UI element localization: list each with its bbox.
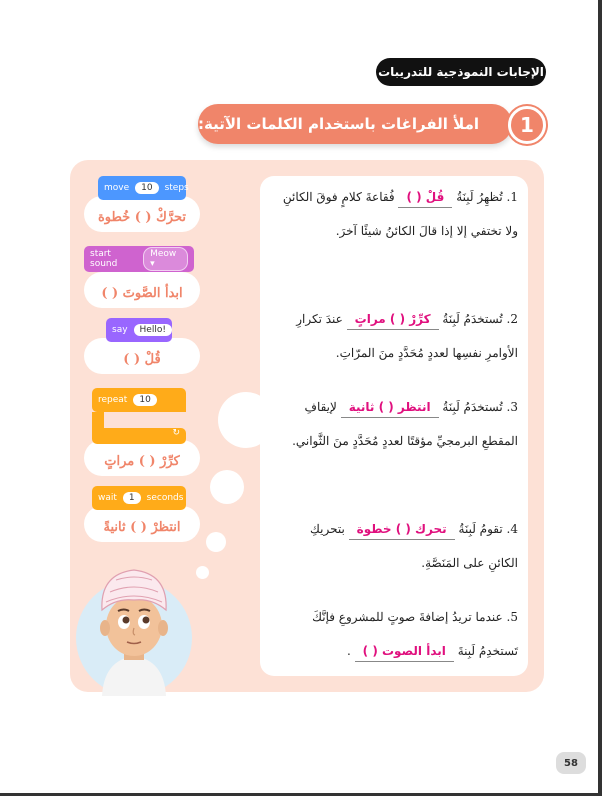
- repeat-label: كرِّرْ ( ) مراتٍ: [104, 454, 180, 469]
- say-value: Hello!: [134, 324, 172, 336]
- question-text: لإيقافِ المقطعِ البرمجيِّ مؤقتًا لعددٍ مُحَدَّدٍ منَ الثَّواني.: [292, 400, 518, 448]
- question-text: .: [347, 644, 351, 658]
- say-code: say: [112, 325, 128, 335]
- question-number: 3.: [506, 400, 518, 414]
- boy-avatar-illustration: [72, 548, 196, 696]
- question-text: عندما تريدُ إضافةَ صوتٍ للمشروعِ فإنَّكَ تَستخدِمُ لَبِنةَ: [312, 610, 518, 658]
- sound-value: Meow: [150, 249, 177, 259]
- question-text: بتحريكِ الكائنِ على المَنَصَّةِ.: [310, 522, 518, 570]
- wait-code: wait: [98, 493, 117, 503]
- sound-label: ابدأ الصَّوتَ ( ): [101, 286, 183, 301]
- question-number: 2.: [506, 312, 518, 326]
- question-4: [278, 512, 518, 580]
- thought-bubble-small: [206, 532, 226, 552]
- thought-bubble-medium: [210, 470, 244, 504]
- sound-code: start sound: [90, 249, 118, 269]
- answer-blank: ابدأ الصوت ( ): [355, 641, 454, 662]
- answer-blank: كرِّرْ ( ) مراتٍ: [347, 309, 439, 330]
- question-number: 1.: [506, 190, 518, 204]
- question-number: 4.: [506, 522, 518, 536]
- question-text: تُظهِرُ لَبِنَةُ: [456, 190, 503, 204]
- question-5: [278, 600, 518, 668]
- exercise-number: 1: [508, 106, 546, 144]
- move-label: تحرَّكْ ( ) خُطوة: [97, 210, 186, 225]
- repeat-block: [92, 388, 186, 448]
- move-value: 10: [135, 182, 158, 194]
- sound-block: [84, 246, 194, 272]
- question-number: 5.: [506, 610, 518, 624]
- question-text: عندَ تكرارِ الأوامرِ نفسِها لعددٍ مُحَدَّدٍ منَ المرّاتِ.: [296, 312, 518, 360]
- repeat-bottom: ↻: [92, 428, 186, 444]
- repeat-value: 10: [133, 394, 156, 406]
- thought-bubble-tiny: [196, 566, 209, 579]
- exercise-title: املأ الفراغات باستخدام الكلمات الآتية:: [198, 104, 512, 144]
- repeat-code: repeat: [98, 395, 128, 405]
- question-text: فُقاعةَ كلامٍ فوقَ الكائنِ ولا تختفي إلا إذا قالَ الكائنُ شيئًا آخرَ.: [282, 190, 518, 238]
- answer-blank: انتظر ( ) ثانية: [341, 397, 439, 418]
- move-code: move: [104, 183, 130, 193]
- wait-block: [92, 486, 186, 510]
- wait-suffix: seconds: [146, 493, 184, 503]
- answer-blank: تحرك ( ) خطوة: [349, 519, 455, 540]
- page-number: 58: [556, 752, 586, 774]
- say-label: قُلْ ( ): [123, 352, 161, 367]
- move-block: [98, 176, 189, 200]
- wait-value: 1: [123, 492, 141, 504]
- answer-blank: قُلْ ( ): [398, 187, 452, 208]
- question-2: [278, 302, 518, 370]
- repeat-arm: [92, 412, 104, 428]
- question-3: [278, 390, 518, 458]
- question-text: تُستخدَمُ لَبِنَةُ: [442, 312, 503, 326]
- say-block: [106, 318, 172, 342]
- question-1: [278, 180, 518, 248]
- sound-dropdown: Meow ▾: [143, 247, 188, 271]
- move-suffix: steps: [164, 183, 189, 193]
- wait-label: انتظرْ ( ) ثانيةً: [103, 520, 181, 535]
- repeat-top: [92, 388, 186, 412]
- question-text: تقومُ لَبِنَةُ: [458, 522, 503, 536]
- section-header: الإجابات النموذجية للتدريبات: [376, 58, 546, 86]
- question-text: تُستخدَمُ لَبِنَةُ: [442, 400, 503, 414]
